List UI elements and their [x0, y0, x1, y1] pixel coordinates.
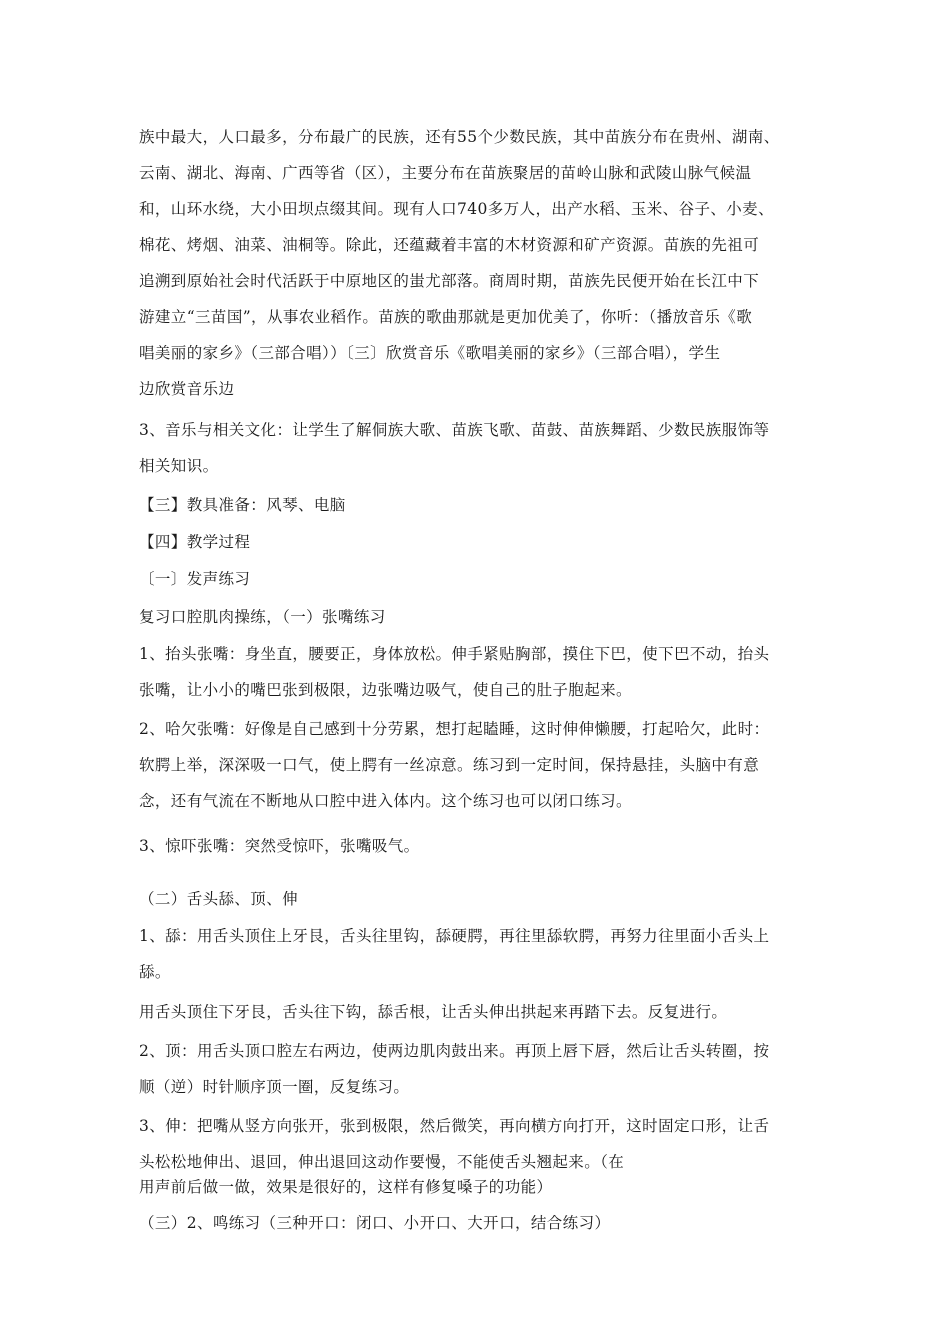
text-line: 追溯到原始社会时代活跃于中原地区的蚩尤部落。商周时期，苗族先民便开始在长江中下	[139, 272, 760, 290]
text-line: 用舌头顶住下牙艮，舌头往下钩，舔舌根，让舌头伸出拱起来再踏下去。反复进行。	[139, 1003, 728, 1021]
subsection-heading: 〔一〕发声练习	[139, 570, 251, 588]
text-line: 复习口腔肌肉操练，（一）张嘴练习	[139, 608, 386, 626]
text-line: 用声前后做一做，效果是很好的，这样有修复嗓子的功能）	[139, 1178, 553, 1196]
text-line: 2、哈欠张嘴：好像是自己感到十分劳累，想打起瞌睡，这时伸伸懒腰，打起哈欠，此时：	[139, 720, 770, 738]
text-line: 舔。	[139, 963, 171, 981]
text-line: 和，山环水绕，大小田坝点缀其间。现有人口740多万人，出产水稻、玉米、谷子、小麦、	[139, 200, 774, 218]
text-line: 3、惊吓张嘴：突然受惊吓，张嘴吸气。	[139, 837, 420, 855]
text-line: 顺（逆）时针顺序顶一圈，反复练习。	[139, 1078, 410, 1096]
text-line: 3、音乐与相关文化：让学生了解侗族大歌、苗族飞歌、苗鼓、苗族舞蹈、少数民族服饰等	[139, 421, 770, 439]
text-line: 1、舔：用舌头顶住上牙艮，舌头往里钩，舔硬腭，再往里舔软腭，再努力往里面小舌头上	[139, 927, 770, 945]
section-heading: 【三】教具准备：风琴、电脑	[139, 496, 346, 514]
text-line: 棉花、烤烟、油菜、油桐等。除此，还蕴藏着丰富的木材资源和矿产资源。苗族的先祖可	[139, 236, 760, 254]
text-line: 族中最大，人口最多，分布最广的民族，还有55个少数民族，其中苗族分布在贵州、湖南、	[139, 128, 780, 146]
text-line: 游建立“三苗国”，从事农业稻作。苗族的歌曲那就是更加优美了，你听：（播放音乐《歌	[139, 308, 753, 326]
text-line: 相关知识。	[139, 457, 219, 475]
text-line: 念，还有气流在不断地从口腔中进入体内。这个练习也可以闭口练习。	[139, 792, 632, 810]
text-line: 软腭上举，深深吸一口气，使上腭有一丝凉意。练习到一定时间，保持悬挂，头脑中有意	[139, 756, 760, 774]
subsection-heading: （二）舌头舔、顶、伸	[139, 890, 299, 908]
text-line: 云南、湖北、海南、广西等省（区），主要分布在苗族聚居的苗岭山脉和武陵山脉气候温	[139, 164, 752, 182]
text-line: 2、顶：用舌头顶口腔左右两边，使两边肌肉鼓出来。再顶上唇下唇，然后让舌头转圈，按	[139, 1042, 770, 1060]
text-line: 1、抬头张嘴：身坐直，腰要正，身体放松。伸手紧贴胸部，摸住下巴，使下巴不动，抬头	[139, 645, 770, 663]
text-line: 张嘴，让小小的嘴巴张到极限，边张嘴边吸气，使自己的肚子胞起来。	[139, 681, 632, 699]
text-line: 唱美丽的家乡》（三部合唱））〔三〕欣赏音乐《歌唱美丽的家乡》（三部合唱），学生	[139, 344, 721, 362]
text-line: 3、伸：把嘴从竖方向张开，张到极限，然后微笑，再向横方向打开，这时固定口形，让舌	[139, 1117, 770, 1135]
text-line: 头松松地伸出、退回，伸出退回这动作要慢，不能使舌头翘起来。（在	[139, 1153, 625, 1171]
text-line: 边欣赏音乐边	[139, 380, 235, 398]
section-heading: 【四】教学过程	[139, 533, 251, 551]
subsection-heading: （三）2、鸣练习（三种开口：闭口、小开口、大开口，结合练习）	[139, 1214, 611, 1232]
